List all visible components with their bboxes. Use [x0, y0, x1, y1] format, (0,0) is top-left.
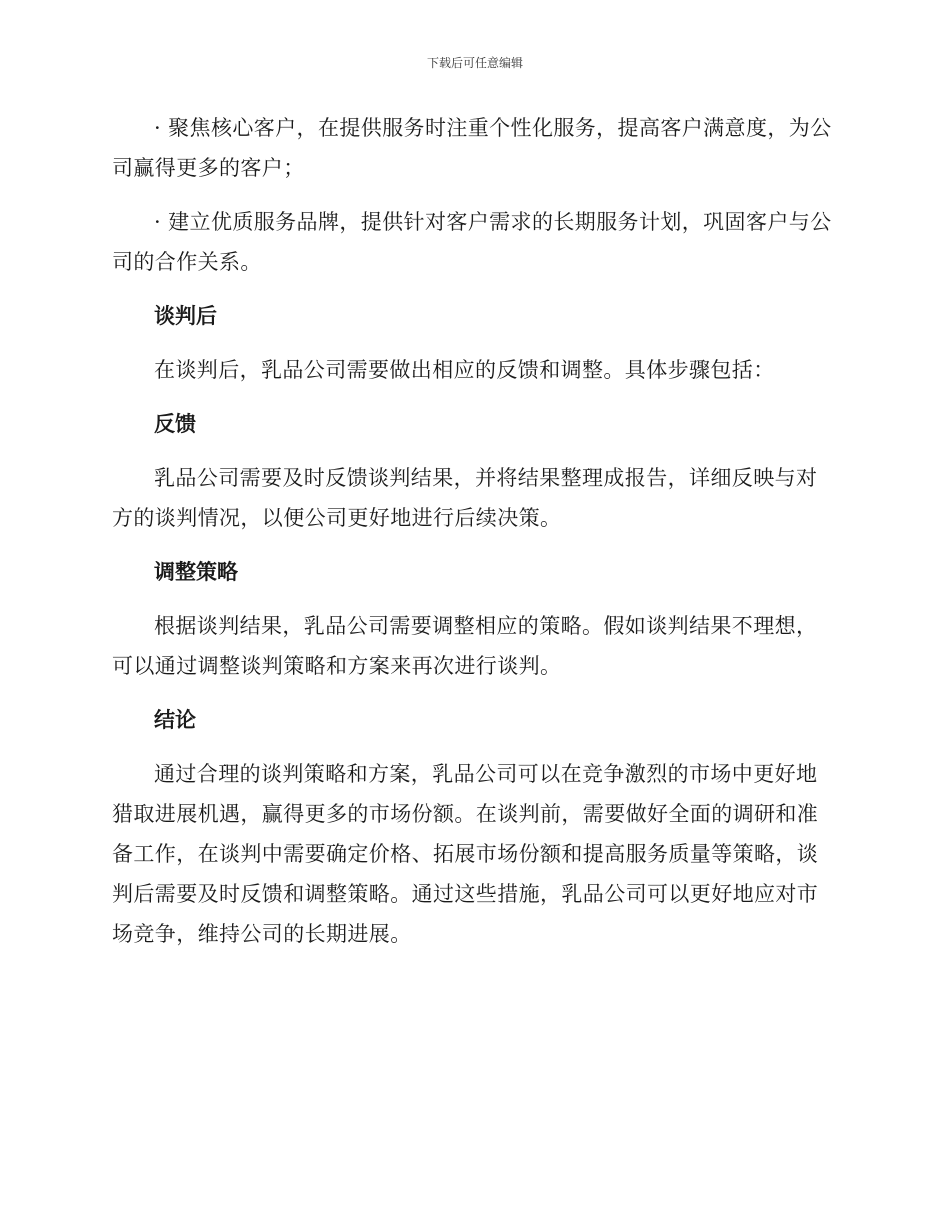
heading-feedback: 反馈 — [154, 412, 196, 436]
paragraph-feedback: 乳品公司需要及时反馈谈判结果，并将结果整理成报告，详细反映与对方的谈判情况，以便公司更好地进行后续决策。 — [112, 466, 818, 530]
paragraph-adjust-strategy: 根据谈判结果，乳品公司需要调整相应的策略。假如谈判结果不理想，可以通过调整谈判策略和方案来再次进行谈判。 — [112, 614, 818, 678]
heading-after-negotiation: 谈判后 — [154, 304, 217, 328]
paragraph-conclusion: 通过合理的谈判策略和方案，乳品公司可以在竞争激烈的市场中更好地猎取进展机遇，赢得更多的市场份额。在谈判前，需要做好全面的调研和准备工作，在谈判中需要确定价格、拓展市场份额和提高服务质量等策略，谈判后需要及时反馈和调整策略。通过这些措施，乳品公司可以更好地应对市场竞争，维持公司的长期进展。 — [112, 762, 819, 946]
bullet-customer-focus: · 聚焦核心客户，在提供服务时注重个性化服务，提高客户满意度，为公司赢得更多的客户； — [112, 116, 832, 180]
header-note: 下载后可任意编辑 — [426, 56, 523, 70]
document-body — [112, 108, 832, 968]
bullet-service-brand: · 建立优质服务品牌，提供针对客户需求的长期服务计划，巩固客户与公司的合作关系。 — [112, 210, 832, 274]
paragraph-after-negotiation: 在谈判后，乳品公司需要做出相应的反馈和调整。具体步骤包括： — [154, 358, 775, 382]
heading-conclusion: 结论 — [154, 708, 196, 732]
heading-adjust-strategy: 调整策略 — [154, 560, 238, 584]
